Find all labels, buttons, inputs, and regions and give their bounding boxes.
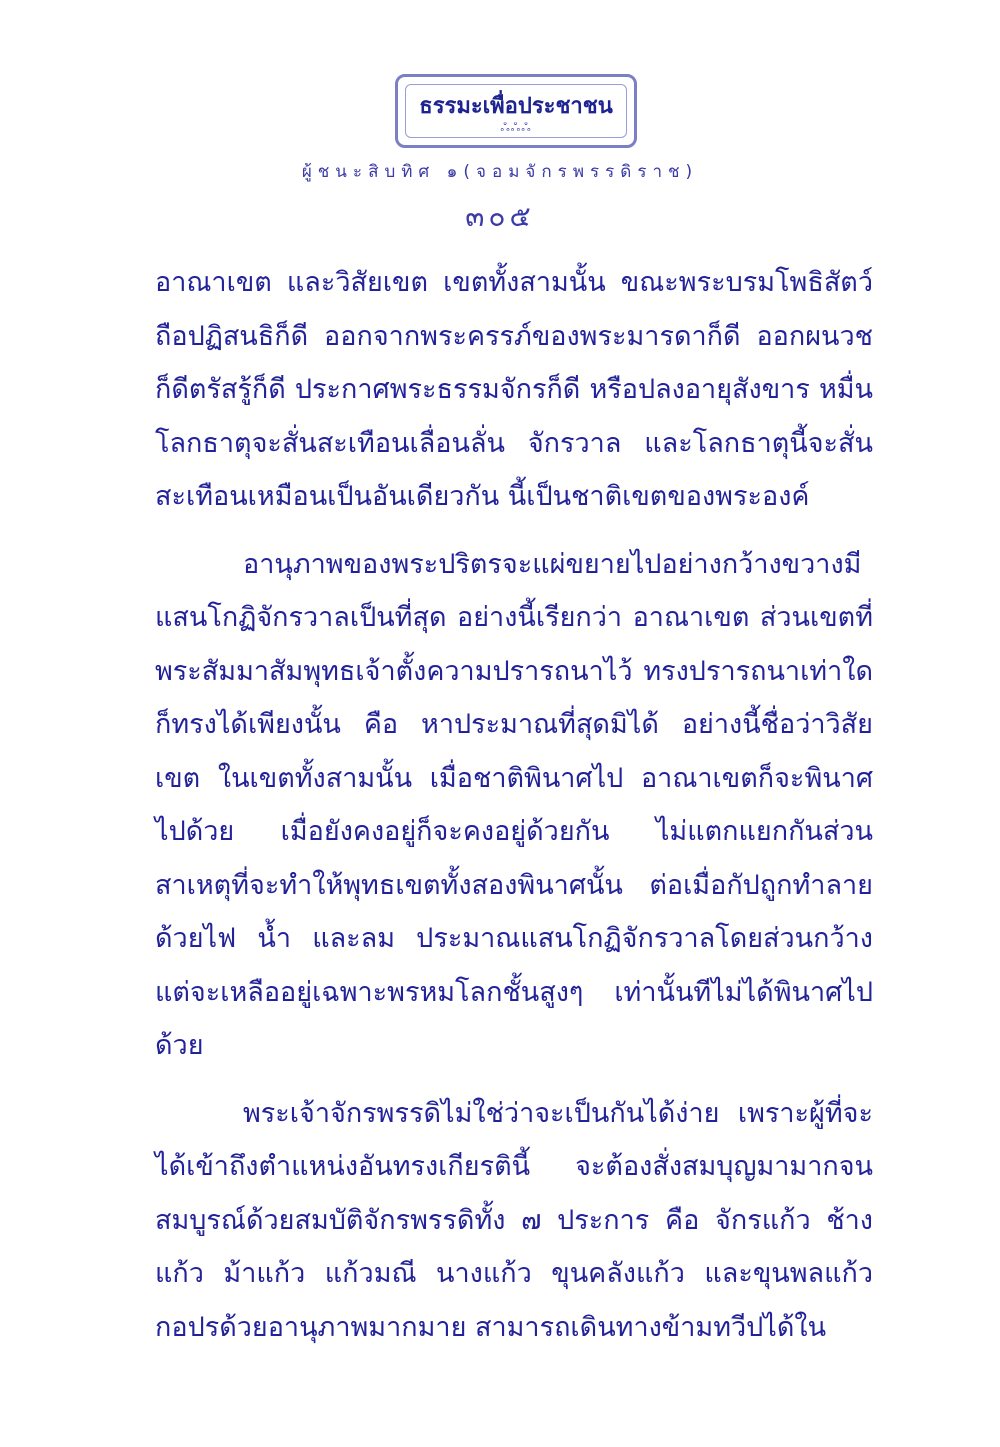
running-head: ผู้ชนะสิบทิศ ๑(จอมจักรพรรดิราช) (301, 162, 699, 182)
publisher-logo (395, 74, 637, 148)
paragraph-2: อานุภาพของพระปริตรจะแผ่ขยายไปอย่างกว้างขวางมีแสนโกฏิจักรวาลเป็นที่สุด อย่างนี้เรียกว่า อาณาเขต ส่วนเขตที่พระสัมมาสัมพุทธเจ้าตั้งความปรารถนาไว้ ทรงปรารถนาเท่าใดก็ทรงได้เพียงนั้น คือ หาประมาณที่สุดมิได้ อย่างนี้ชื่อว่าวิสัยเขต ในเขตทั้งสามนั้น เมื่อชาติพินาศไป อาณาเขตก็จะพินาศไปด้วย เมื่อยังคงอยู่ก็จะคงอยู่ด้วยกัน ไม่แตกแยกกันส่วนสาเหตุที่จะทำให้พุทธเขตทั้งสองพินาศนั้น ต่อเมื่อกัปถูกทำลายด้วยไฟ น้ำ และลม ประมาณแสนโกฏิจักรวาลโดยส่วนกว้าง แต่จะเหลืออยู่เฉพาะพรหมโลกชั้นสูงๆ เท่านั้นทีไม่ได้พินาศไปด้วย (155, 548, 873, 1061)
paragraph-1: อาณาเขต และวิสัยเขต เขตทั้งสามนั้น ขณะพระบรมโพธิสัตว์ถือปฏิสนธิก็ดี ออกจากพระครรภ์ของพระมารดาก็ดี ออกผนวชก็ดีตรัสรู้ก็ดี ประกาศพระธรรมจักรก็ดี หรือปลงอายุสังขาร หมื่นโลกธาตุจะสั่นสะเทือนเลื่อนลั่น จักรวาล และโลกธาตุนี้จะสั่นสะเทือนเหมือนเป็นอันเดียวกัน นี้เป็นชาติเขตของพระองค์ (155, 267, 873, 512)
logo-ornament: ஃஃஃ (500, 120, 532, 134)
logo-text: ธรรมะเพื่อประชาชน (419, 94, 613, 119)
body-text (155, 256, 873, 1354)
paragraph-3: พระเจ้าจักรพรรดิไม่ใช่ว่าจะเป็นกันได้ง่าย เพราะผู้ที่จะได้เข้าถึงตำแหน่งอันทรงเกียรตินี้ จะต้องสั่งสมบุญมามากจนสมบูรณ์ด้วยสมบัติจักรพรรดิทั้ง ๗ ประการ คือ จักรแก้ว ช้างแก้ว ม้าแก้ว แก้วมณี นางแก้ว ขุนคลังแก้ว และขุนพลแก้วกอปรด้วยอานุภาพมากมาย สามารถเดินทางข้ามทวีปได้ใน (155, 1097, 873, 1343)
page-number: ๓๐๕ (465, 200, 535, 233)
